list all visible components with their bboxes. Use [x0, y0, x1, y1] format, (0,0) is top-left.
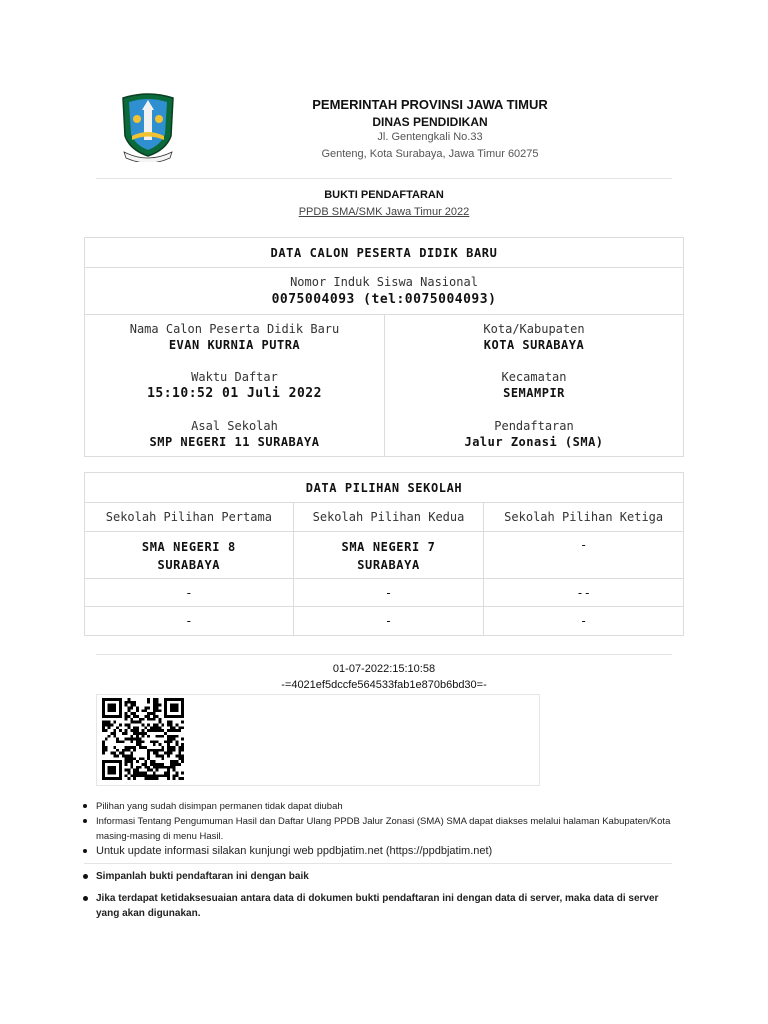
stamp-datetime: 01-07-2022:15:10:58	[332, 663, 436, 675]
stamp-hash: -=4021ef5dccfe564533fab1e870b6bd30=-	[281, 679, 487, 691]
jalur-value: Jalur Zonasi (SMA)	[464, 435, 604, 449]
document-subtitle-text: PPDB SMA/SMK Jawa Timur 2022	[298, 206, 470, 218]
nisn-value: 0075004093 (tel:0075004093)	[271, 292, 497, 307]
data-pilihan-title: DATA PILIHAN SEKOLAH	[305, 481, 463, 495]
address-line-2: Genteng, Kota Surabaya, Jawa Timur 60275	[321, 148, 539, 160]
asal-value: SMP NEGERI 11 SURABAYA	[149, 435, 320, 449]
asal-label: Asal Sekolah	[191, 419, 278, 433]
nama-value: EVAN KURNIA PUTRA	[168, 338, 301, 352]
kota-label: Kota/Kabupaten	[483, 322, 585, 336]
data-calon-title: DATA CALON PESERTA DIDIK BARU	[270, 246, 498, 260]
waktu-value: 15:10:52 01 Juli 2022	[147, 386, 322, 401]
pilihan-table	[84, 502, 684, 636]
list-item: Informasi Tentang Pengumuman Hasil dan Daftar Ulang PPDB Jalur Zonasi (SMA) SMA dapat diakses melalui halaman Kabupaten/Kota masing-masing di menu Hasil.	[80, 814, 680, 844]
page-subtitle: DINAS PENDIDIKAN	[372, 115, 488, 129]
document-subtitle	[84, 206, 684, 218]
document-title: BUKTI PENDAFTARAN	[324, 189, 444, 201]
list-item: Untuk update informasi silakan kunjungi web ppdbjatim.net (https://ppdbjatim.net)	[80, 844, 680, 859]
table-row	[85, 607, 684, 636]
kota-value: KOTA SURABAYA	[483, 338, 585, 352]
table-cell: -	[484, 532, 684, 579]
jalur-label: Pendaftaran	[494, 419, 574, 433]
list-item: Simpanlah bukti pendaftaran ini dengan baik	[80, 869, 680, 884]
header-pilihan-1: Sekolah Pilihan Pertama	[85, 503, 294, 532]
table-row	[85, 532, 684, 579]
table-cell: -	[85, 579, 294, 607]
table-cell: --	[484, 579, 684, 607]
table-header-row	[85, 503, 684, 532]
table-cell: -	[293, 579, 484, 607]
page-title: PEMERINTAH PROVINSI JAWA TIMUR	[312, 97, 548, 112]
header-pilihan-3: Sekolah Pilihan Ketiga	[484, 503, 684, 532]
important-list	[80, 869, 680, 921]
divider	[96, 654, 672, 655]
kecamatan-label: Kecamatan	[501, 370, 567, 384]
table-cell: SMA NEGERI 7 SURABAYA	[293, 532, 484, 579]
header-pilihan-2: Sekolah Pilihan Kedua	[293, 503, 484, 532]
table-cell: -	[85, 607, 294, 636]
kecamatan-value: SEMAMPIR	[503, 386, 565, 400]
nisn-label: Nomor Induk Siswa Nasional	[290, 275, 478, 289]
divider	[84, 863, 672, 864]
notes-list	[80, 799, 680, 859]
address-line-1: Jl. Gentengkali No.33	[377, 131, 483, 143]
table-cell: SMA NEGERI 8 SURABAYA	[85, 532, 294, 579]
data-calon-section	[84, 237, 684, 457]
table-cell: -	[484, 607, 684, 636]
table-row	[85, 579, 684, 607]
table-cell: -	[293, 607, 484, 636]
waktu-label: Waktu Daftar	[191, 370, 278, 384]
list-item: Pilihan yang sudah disimpan permanen tidak dapat diubah	[80, 799, 680, 814]
divider	[85, 267, 683, 268]
qr-code-icon	[100, 698, 186, 780]
nama-label: Nama Calon Peserta Didik Baru	[129, 322, 340, 336]
east-java-crest-icon	[118, 92, 178, 162]
list-item: Jika terdapat ketidaksesuaian antara data di dokumen bukti pendaftaran ini dengan data di server, maka data di server yang akan digunakan.	[80, 891, 680, 921]
divider	[96, 178, 672, 179]
